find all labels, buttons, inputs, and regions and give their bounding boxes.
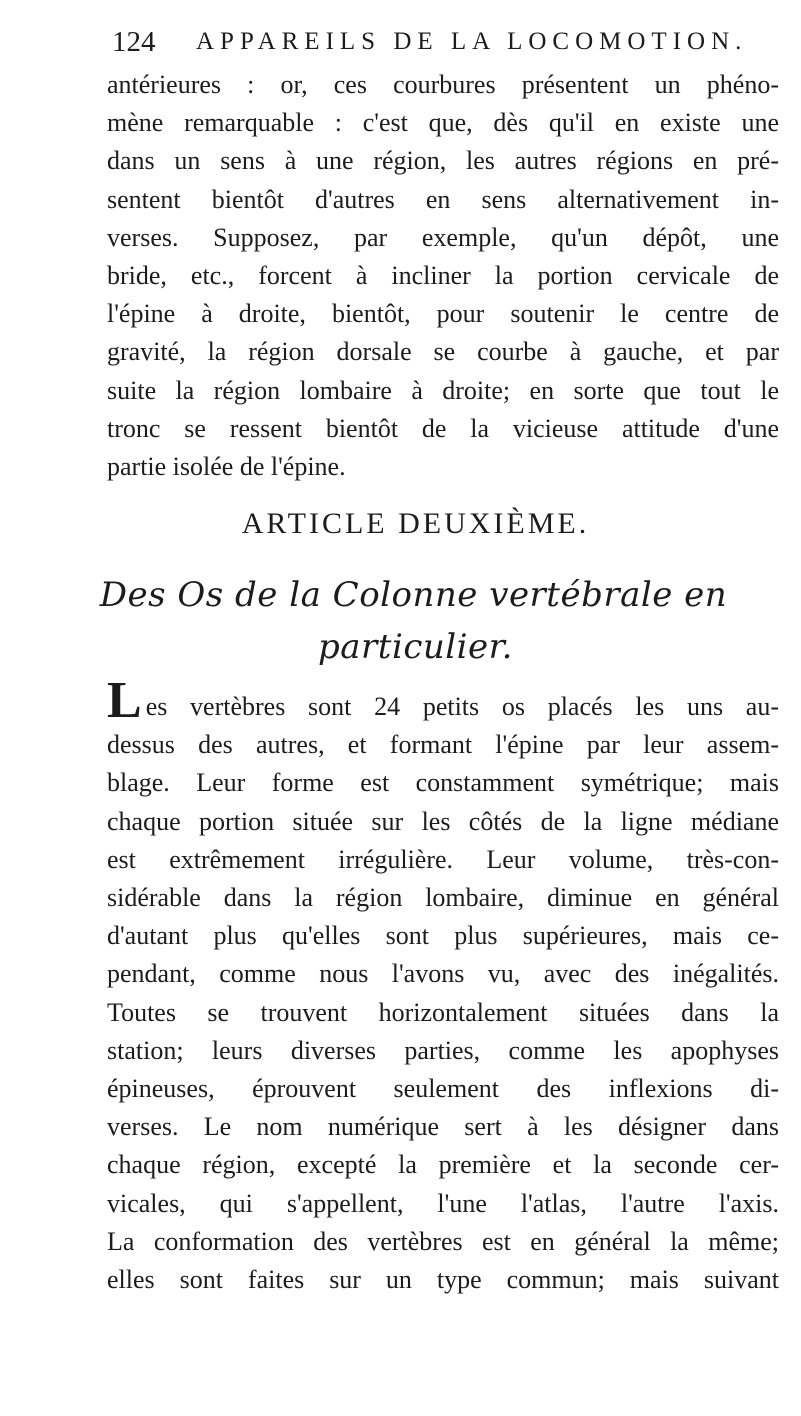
text-line: verses. Le nom numérique sert à les désigner dans [107, 1112, 779, 1142]
text-line: station; leurs diverses parties, comme les apophyses [107, 1035, 779, 1065]
paragraph-vertebrae [107, 672, 779, 1299]
drop-capital: L [107, 672, 142, 729]
text-line: blage. Leur forme est constamment symétrique; mais [107, 768, 779, 798]
page-number: 124 [112, 26, 156, 58]
text-line: dans un sens à une région, les autres régions en pré- [107, 146, 779, 176]
text-line: l'épine à droite, bientôt, pour soutenir le centre de [107, 299, 779, 329]
text-line [107, 672, 779, 729]
text-line: Toutes se trouvent horizontalement situées dans la [107, 997, 779, 1027]
text-line: verses. Supposez, par exemple, qu'un dépôt, une [107, 222, 779, 252]
text-line: chaque région, excepté la première et la seconde cer- [107, 1150, 779, 1180]
section-title-line: Des Os de la Colonne vertébrale en [99, 575, 728, 615]
text-line: pendant, comme nous l'avons vu, avec des inégalités. [107, 959, 779, 989]
text-line: mène remarquable : c'est que, dès qu'il en existe une [107, 108, 779, 138]
paragraph-continued [107, 66, 779, 486]
text-line: tronc se ressent bientôt de la vicieuse attitude d'une [107, 413, 779, 443]
text-line: sidérable dans la région lombaire, diminue en général [107, 883, 779, 913]
text-line: dessus des autres, et formant l'épine par leur assem- [107, 730, 779, 760]
text-line: elles sont faites sur un type commun; mais suivant [107, 1265, 779, 1295]
running-title: APPAREILS DE LA LOCOMOTION. [196, 28, 748, 55]
text-line: épineuses, éprouvent seulement des inflexions di- [107, 1074, 779, 1104]
text-line: vicales, qui s'appellent, l'une l'atlas, l'autre l'axis. [107, 1188, 779, 1218]
text-line-rest: es vertèbres sont 24 petits os placés les uns au- [145, 692, 779, 721]
text-line: gravité, la région dorsale se courbe à gauche, et par [107, 337, 779, 367]
text-line: La conformation des vertèbres est en général la même; [107, 1226, 779, 1256]
article-heading: ARTICLE DEUXIÈME. [241, 507, 590, 540]
text-line: partie isolée de l'épine. [107, 452, 346, 482]
text-line: d'autant plus qu'elles sont plus supérieures, mais ce- [107, 921, 779, 951]
text-line: antérieures : or, ces courbures présentent un phéno- [107, 70, 779, 99]
text-line: bride, etc., forcent à incliner la portion cervicale de [107, 261, 779, 291]
text-line: sentent bientôt d'autres en sens alternativement in- [107, 184, 779, 214]
text-line: chaque portion située sur les côtés de la ligne médiane [107, 806, 779, 836]
text-line: est extrêmement irrégulière. Leur volume, très-con- [107, 844, 779, 874]
text-line: suite la région lombaire à droite; en sorte que tout le [107, 375, 779, 405]
section-title-line: particulier. [318, 627, 513, 667]
page-header [112, 20, 748, 60]
